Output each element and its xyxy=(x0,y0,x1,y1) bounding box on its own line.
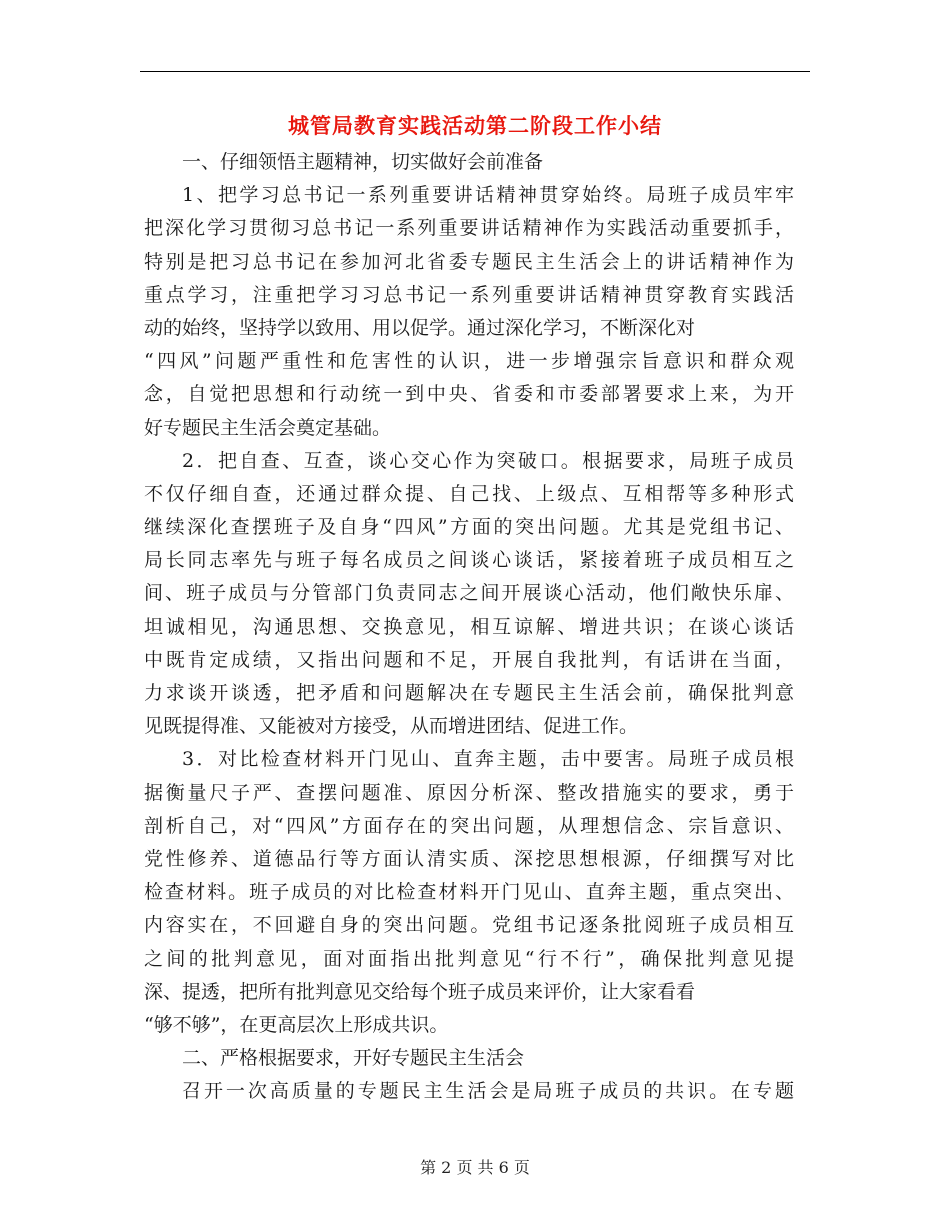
text-line: “四风”问题严重性和危害性的认识，进一步增强宗旨意识和群众观 xyxy=(144,350,794,373)
text-line: 深、提透，把所有批判意见交给每个班子成员来评价，让大家看看 xyxy=(144,980,696,1003)
text-line: 间、班子成员与分管部门负责同志之间开展谈心活动，他们敞快乐扉、 xyxy=(144,582,794,605)
text-line: 动的始终，坚持学以致用、用以促学。通过深化学习，不断深化对 xyxy=(144,316,696,339)
text-line: 力求谈开谈透，把矛盾和问题解决在专题民主生活会前，确保批判意 xyxy=(144,682,794,704)
text-line: 之间的批判意见，面对面指出批判意见“行不行”，确保批判意见提 xyxy=(144,947,794,970)
page-number: 第 2 页 共 6 页 xyxy=(420,1158,530,1177)
text-line: 1、把学习总书记一系列重要讲话精神贯穿始终。局班子成员牢牢 xyxy=(182,184,794,207)
text-line: 不仅仔细自查，还通过群众提、自己找、上级点、互相帮等多种形式 xyxy=(144,482,794,505)
text-line: 坦诚相见，沟通思想、交换意见，相互谅解、增进共识；在谈心谈话 xyxy=(144,615,794,638)
text-line: “够不够”，在更高层次上形成共识。 xyxy=(144,1013,449,1036)
text-line: 好专题民主生活会奠定基础。 xyxy=(144,416,392,439)
text-line: 局长同志率先与班子每名成员之间谈心谈话，紧接着班子成员相互之 xyxy=(144,549,794,572)
text-line: 内容实在，不回避自身的突出问题。党组书记逐条批阅班子成员相互 xyxy=(144,914,794,937)
text-line: 把深化学习贯彻习总书记一系列重要讲话精神作为实践活动重要抓手， xyxy=(144,217,794,240)
text-line: 特别是把习总书记在参加河北省委专题民主生活会上的讲话精神作为 xyxy=(144,250,794,273)
text-line: 党性修养、道德品行等方面认清实质、深挖思想根源，仔细撰写对比 xyxy=(144,847,794,870)
text-line: 念，自觉把思想和行动统一到中央、省委和市委部署要求上来，为开 xyxy=(144,383,794,406)
text-line: 一、仔细领悟主题精神，切实做好会前准备 xyxy=(182,151,544,173)
header-rule xyxy=(140,71,810,72)
text-line: 剖析自己，对“四风”方面存在的突出问题，从理想信念、宗旨意识、 xyxy=(144,814,794,837)
text-line: 召开一次高质量的专题民主生活会是局班子成员的共识。在专题 xyxy=(182,1080,794,1103)
text-line: 检查材料。班子成员的对比检查材料开门见山、直奔主题，重点突出、 xyxy=(144,881,794,904)
text-line: 继续深化查摆班子及自身“四风”方面的突出问题。尤其是党组书记、 xyxy=(144,516,794,539)
text-line: 2．把自查、互查，谈心交心作为突破口。根据要求，局班子成员 xyxy=(182,449,794,472)
text-line: 二、严格根据要求，开好专题民主生活会 xyxy=(182,1047,525,1070)
text-line: 据衡量尺子严、查摆问题准、原因分析深、整改措施实的要求，勇于 xyxy=(144,781,794,804)
document-title: 城管局教育实践活动第二阶段工作小结 xyxy=(288,113,662,138)
text-line: 3．对比检查材料开门见山、直奔主题，击中要害。局班子成员根 xyxy=(182,748,794,771)
document-body xyxy=(144,146,794,1108)
text-line: 重点学习，注重把学习习总书记一系列重要讲话精神贯穿教育实践活 xyxy=(144,283,794,306)
text-line: 见既提得准、又能被对方接受，从而增进团结、促进工作。 xyxy=(144,715,639,738)
text-line: 中既肯定成绩，又指出问题和不足，开展自我批判，有话讲在当面， xyxy=(144,648,794,671)
